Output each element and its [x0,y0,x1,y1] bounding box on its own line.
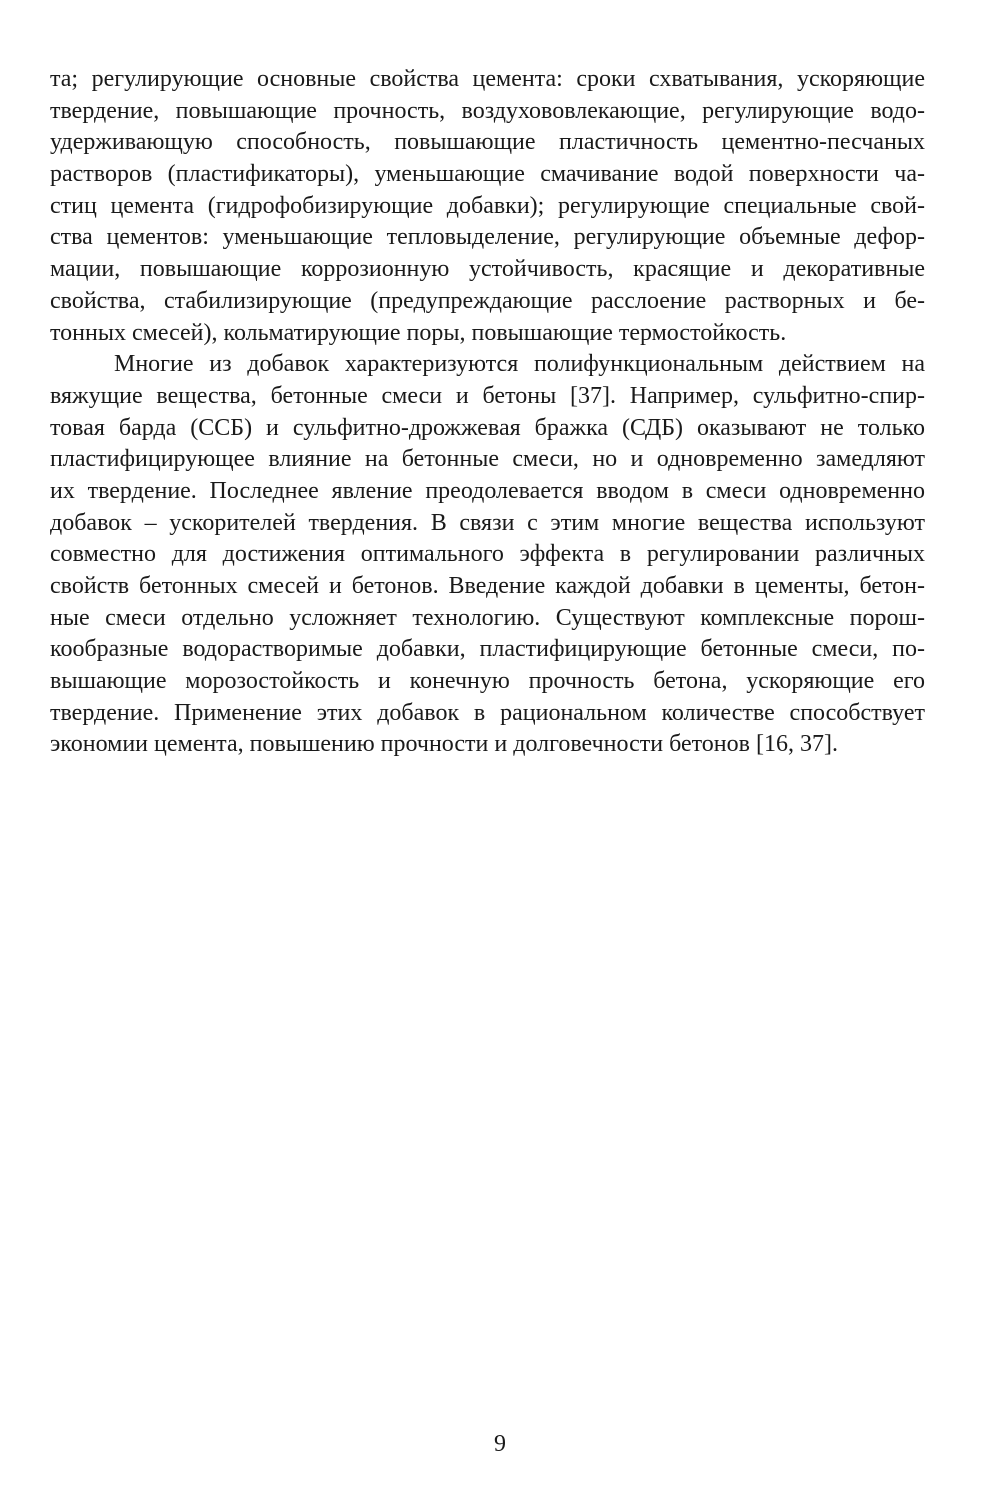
paragraph-2 [50,349,925,761]
text-line: Многие из добавок характеризуются полифункциональным действием на [114,351,925,378]
body-text [50,64,925,761]
text-line: совместно для достижения оптимального эффекта в регулировании различных [50,541,925,568]
text-line: твердение. Применение этих добавок в рациональном количестве способствует [50,699,925,726]
text-line: экономии цемента, повышению прочности и долговечности бетонов [16, 37]. [50,731,838,758]
text-line: стиц цемента (гидрофобизирующие добавки); регулирующие специальные свой- [50,192,925,219]
text-line: та; регулирующие основные свойства цемента: сроки схватывания, ускоряющие [50,66,925,92]
text-line: пластифицирующее влияние на бетонные смеси, но и одновременно замедляют [50,446,925,473]
text-line: вышающие морозостойкость и конечную прочность бетона, ускоряющие его [50,668,925,695]
text-line: твердение, повышающие прочность, воздухововлекающие, регулирующие водо- [50,97,925,124]
text-line: кообразные водорастворимые добавки, пластифицирующие бетонные смеси, по- [50,636,925,663]
paragraph-1 [50,64,925,349]
text-line: свойства, стабилизирующие (предупреждающие расслоение растворных и бе- [50,287,925,314]
text-line: удерживающую способность, повышающие пластичность цементно-песчаных [50,129,925,156]
text-line: товая барда (ССБ) и сульфитно-дрожжевая бражка (СДБ) оказывают не только [50,414,925,441]
text-line: тонных смесей), кольматирующие поры, повышающие термостойкость. [50,319,787,346]
text-line: мации, повышающие коррозионную устойчивость, красящие и декоративные [50,256,925,283]
text-line: ства цементов: уменьшающие тепловыделение, регулирующие объемные дефор- [50,224,925,251]
text-line: добавок – ускорителей твердения. В связи с этим многие вещества используют [50,509,925,536]
page-number: 9 [494,1431,506,1457]
text-line: растворов (пластификаторы), уменьшающие смачивание водой поверхности ча- [50,161,925,188]
text-line: свойств бетонных смесей и бетонов. Введение каждой добавки в цементы, бетон- [50,573,925,599]
text-line: ные смеси отдельно усложняет технологию. Существуют комплексные порош- [50,604,925,631]
text-line: их твердение. Последнее явление преодолевается вводом в смеси одновременно [50,477,925,504]
text-line: вяжущие вещества, бетонные смеси и бетоны [37]. Например, сульфитно-спир- [50,382,925,409]
